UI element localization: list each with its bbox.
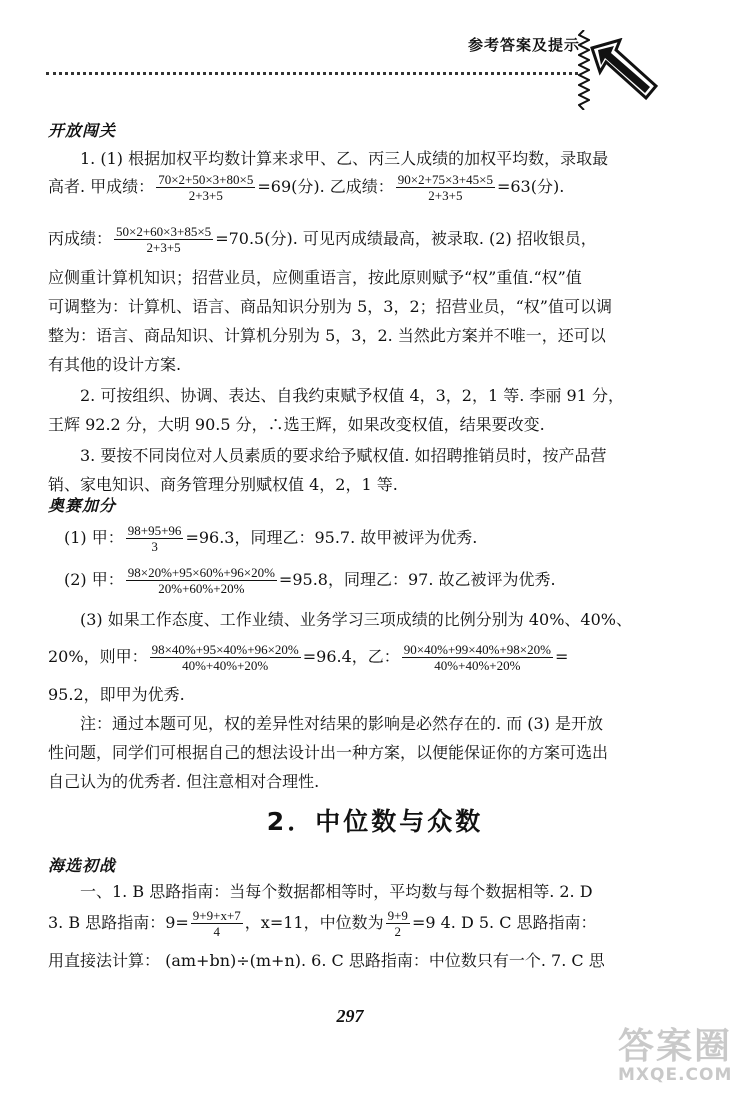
running-header-title: 参考答案及提示 bbox=[467, 36, 580, 54]
text-line: 王辉 92.2 分，大明 90.5 分，∴选王辉，如果改变权值，结果要改变. bbox=[48, 415, 545, 434]
text-line: 应侧重计算机知识；招营业员，应侧重语言，按此原则赋予“权”重值.“权”值 bbox=[48, 268, 582, 287]
text-line: 一、1. B 思路指南：当每个数据都相等时，平均数与每个数据相等. 2. D bbox=[80, 882, 593, 901]
fraction: $\frac{98+95+96}{3}$ bbox=[127, 523, 182, 554]
section-title-olympiad-bonus: 奥赛加分 bbox=[48, 496, 117, 515]
fraction: $\frac{90\times 40\%+99\times 40\%+98\times 20\%}{40\%+40\%+20\%}$ bbox=[403, 642, 551, 673]
text-line-with-fractions: 丙成绩： $\frac{50\times 2+60\times 3+85\times 5}{2+3+5}$ =70.5(分). 可见丙成绩最高，被录取. (2) 招收银员， bbox=[48, 224, 597, 255]
fraction: $\frac{9+9+x+7}{4}$ bbox=[192, 908, 241, 939]
watermark-logo: 答案圈 MXQE.COM bbox=[618, 1026, 733, 1085]
arrow-icon bbox=[590, 38, 660, 102]
text-line: 可调整为：计算机、语言、商品知识分别为 5，3，2；招营业员，“权”值可以调 bbox=[48, 297, 612, 316]
chapter-title: 2．中位数与众数 bbox=[266, 807, 484, 836]
section-title-open-challenge: 开放闯关 bbox=[48, 121, 117, 140]
text-line: (3) 如果工作态度、工作业绩、业务学习三项成绩的比例分别为 40%、40%、 bbox=[80, 610, 632, 629]
fraction: $\frac{98\times 20\%+95\times 60\%+96\times 20\%}{20\%+60\%+20\%}$ bbox=[127, 565, 275, 596]
text-line: 3. 要按不同岗位对人员素质的要求给予赋权值. 如招聘推销员时，按产品营 bbox=[80, 446, 607, 465]
header-dotted-rule bbox=[46, 72, 578, 75]
text-line: 用直接法计算： (am+bn)÷(m+n). 6. C 思路指南：中位数只有一个. 7. C 思 bbox=[48, 951, 605, 970]
text-line-with-fraction: (1) 甲： $\frac{98+95+96}{3}$ =96.3，同理乙：95.7. 故甲被评为优秀. bbox=[64, 523, 478, 554]
text-line: 95.2，即甲为优秀. bbox=[48, 685, 185, 704]
fraction: $\frac{9+9}{2}$ bbox=[387, 908, 408, 939]
text-line-with-fractions: 高者. 甲成绩： $\frac{70\times 2+50\times 3+80\times 5}{2+3+5}$ =69(分). 乙成绩： $\frac{90\times 2+75\times 3+45\times 5}{2+3+5}$ =63(分). bbox=[48, 172, 565, 203]
fraction: $\frac{90\times 2+75\times 3+45\times 5}{2+3+5}$ bbox=[397, 172, 493, 203]
note-line: 注：通过本题可见，权的差异性对结果的影响是必然存在的. 而 (3) 是开放 bbox=[80, 714, 604, 733]
text-line: 销、家电知识、商务管理分别赋权值 4，2，1 等. bbox=[48, 475, 398, 494]
text-line-with-fractions: 20%，则甲： $\frac{98\times 40\%+95\times 40\%+96\times 20\%}{40\%+40\%+20\%}$ =96.4，乙： $\frac{90\times 40\%+99\times 40\%+98\times 20\%}{40\%+40\%+20\%}$ = bbox=[48, 642, 569, 673]
note-line: 性问题，同学们可根据自己的想法设计出一种方案，以便能保证你的方案可选出 bbox=[48, 743, 609, 762]
text-line: 有其他的设计方案. bbox=[48, 355, 182, 374]
page-number: 297 bbox=[336, 1006, 364, 1026]
section-title-first-round: 海选初战 bbox=[48, 856, 117, 875]
text-line: 整为：语言、商品知识、计算机分别为 5，3，2. 当然此方案并不唯一，还可以 bbox=[48, 326, 606, 345]
fraction: $\frac{50\times 2+60\times 3+85\times 5}{2+3+5}$ bbox=[116, 224, 212, 255]
zigzag-border-decoration bbox=[578, 30, 590, 110]
text-line-with-fractions: 3. B 思路指南：9= $\frac{9+9+x+7}{4}$ ，x=11，中位数为 $\frac{9+9}{2}$ =9 4. D 5. C 思路指南： bbox=[48, 908, 597, 939]
text-line-with-fraction: (2) 甲： $\frac{98\times 20\%+95\times 60\%+96\times 20\%}{20\%+60\%+20\%}$ =95.8，同理乙：97. 故乙被评为优秀. bbox=[64, 565, 556, 596]
note-line: 自己认为的优秀者. 但注意相对合理性. bbox=[48, 772, 320, 791]
text-line: 2. 可按组织、协调、表达、自我约束赋予权值 4，3，2，1 等. 李丽 91 分， bbox=[80, 386, 624, 405]
fraction: $\frac{70\times 2+50\times 3+80\times 5}{2+3+5}$ bbox=[158, 172, 254, 203]
text-line: 1. (1) 根据加权平均数计算来求甲、乙、丙三人成绩的加权平均数，录取最 bbox=[80, 149, 609, 168]
fraction: $\frac{98\times 40\%+95\times 40\%+96\times 20\%}{40\%+40\%+20\%}$ bbox=[151, 642, 299, 673]
